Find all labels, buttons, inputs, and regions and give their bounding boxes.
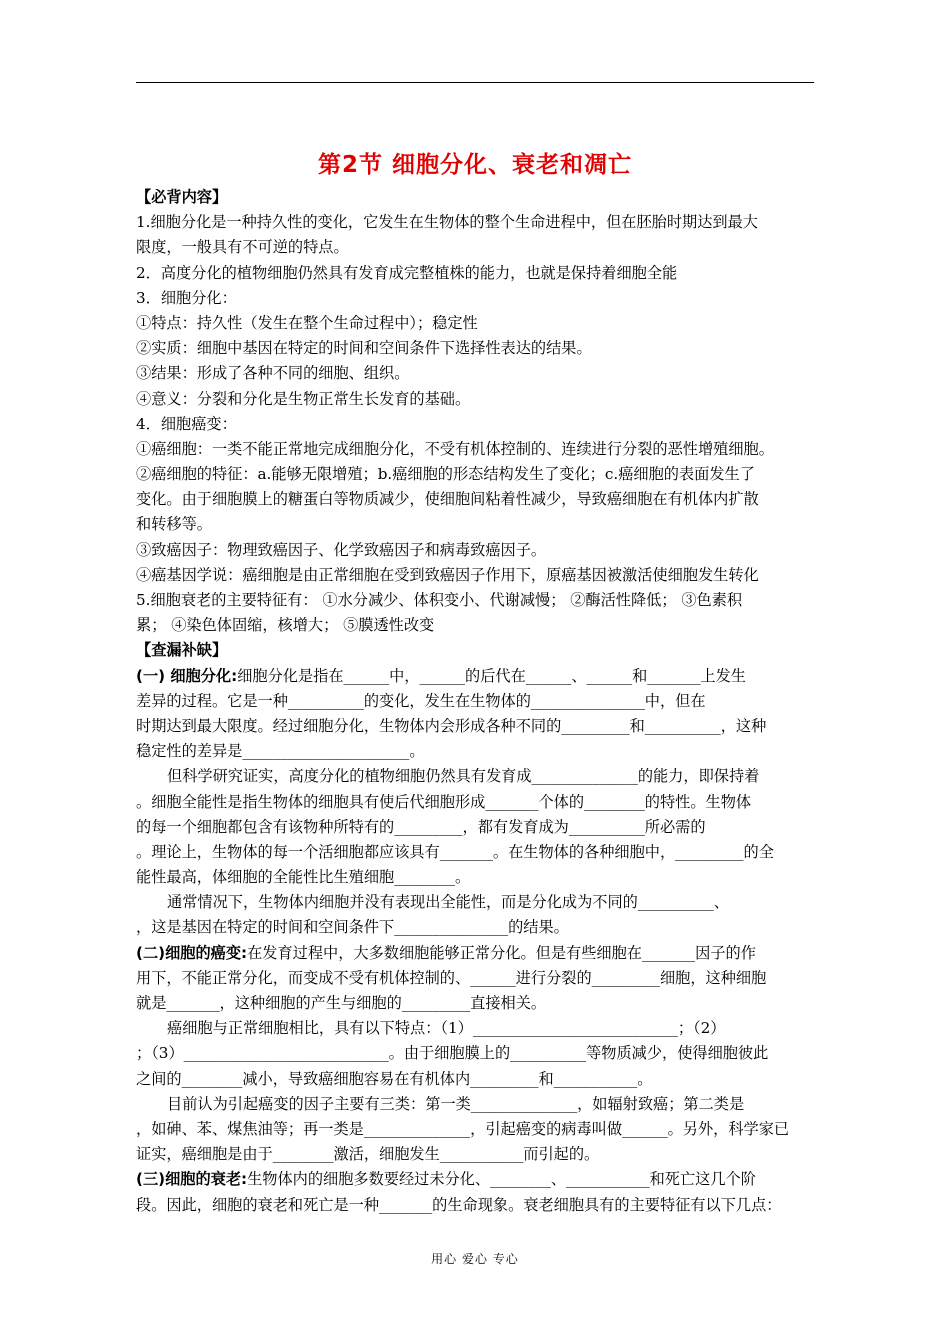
- fill-in-line: [136, 1117, 816, 1142]
- memorize-line: 累； ④染色体固缩，核增大； ⑤膜透性改变: [136, 616, 435, 635]
- fill-in-text: 差异的过程。它是一种__________的变化，发生在生物体的_______________中，但在: [136, 691, 706, 710]
- fill-in-text: 时期达到最大限度。经过细胞分化，生物体内会形成各种不同的_________和__________，这种: [136, 716, 767, 735]
- page-title: 第2节 细胞分化、衰老和凋亡: [317, 152, 632, 178]
- fill-in-text: 。理论上，生物体的每一个活细胞都应该具有_______。在生物体的各种细胞中，_________的全: [136, 842, 774, 861]
- must-memorize-list: [136, 210, 816, 638]
- fill-in-text: 段。因此，细胞的衰老和死亡是一种_______的生命现象。衰老细胞具有的主要特征有以下几点：: [136, 1195, 782, 1214]
- fill-in-line: [136, 941, 816, 966]
- memorize-line: ③结果：形成了各种不同的细胞、组织。: [136, 364, 410, 383]
- memorize-line: ①癌细胞：一类不能正常地完成细胞分化，不受有机体控制的、连续进行分裂的恶性增殖细胞。: [136, 439, 774, 458]
- fill-in-line: [136, 764, 816, 789]
- fill-in-text: 能性最高，体细胞的全能性比生殖细胞________。: [136, 868, 471, 887]
- section-heading-must-memorize: 【必背内容】: [136, 188, 228, 206]
- fill-in-line: [136, 1016, 816, 1041]
- fill-in-text: ，这是基因在特定的时间和空间条件下_______________的结果。: [136, 918, 569, 937]
- header-rule: [136, 82, 814, 83]
- memorize-line: 5.细胞衰老的主要特征有： ①水分减少、体积变小、代谢减慢； ②酶活性降低； ③色素积: [136, 591, 743, 609]
- fill-in-line: [136, 1041, 816, 1066]
- memorize-line: 限度，一般具有不可逆的特点。: [136, 238, 349, 257]
- memorize-line: 3．细胞分化：: [136, 288, 237, 307]
- memorize-line: 变化。由于细胞膜上的糖蛋白等物质减少，使细胞间粘着性减少，导致癌细胞在有机体内扩散: [136, 490, 759, 509]
- fill-in-line: [136, 689, 816, 714]
- fill-in-text: 目前认为引起癌变的因子主要有三类：第一类______________，如辐射致癌；第二类是: [167, 1094, 745, 1113]
- fill-in-line: [136, 991, 816, 1016]
- memorize-line: 1.细胞分化是一种持久性的变化，它发生在生物体的整个生命进程中，但在胚胎时期达到最大: [136, 213, 758, 232]
- fill-in-line: [136, 966, 816, 991]
- fill-in-line: [136, 739, 816, 764]
- fill-in-line: [136, 1142, 816, 1167]
- fill-in-text: ；（3）___________________________。由于细胞膜上的__________等物质减少，使得细胞彼此: [136, 1044, 769, 1063]
- memorize-line: ③致癌因子：物理致癌因子、化学致癌因子和病毒致癌因子。: [136, 540, 547, 559]
- fill-in-text: 癌细胞与正常细胞相比，具有以下特点：（1）___________________________；（2）: [167, 1019, 726, 1038]
- memorize-line: ②癌细胞的特征：a.能够无限增殖；b.癌细胞的形态结构发生了变化；c.癌细胞的表面发生了: [136, 465, 755, 484]
- fill-in-text: 稳定性的差异是______________________。: [136, 742, 425, 761]
- fill-in-line: [136, 664, 816, 689]
- fill-in-line: [136, 1193, 816, 1218]
- document-body: [136, 185, 816, 1218]
- fill-in-line: [136, 915, 816, 940]
- fill-in-text: 证实，癌细胞是由于________激活，细胞发生___________而引起的。: [136, 1145, 600, 1164]
- fill-in-text: 通常情况下，生物体内细胞并没有表现出全能性，而是分化成为不同的__________、: [167, 893, 729, 912]
- fill-in-text: 的每一个细胞都包含有该物种所特有的_________，都有发育成为__________所必需的: [136, 817, 706, 836]
- subsection-label: (一) 细胞分化:: [136, 666, 238, 685]
- memorize-line: ④意义：分裂和分化是生物正常生长发育的基础。: [136, 389, 471, 408]
- memorize-line: ②实质：细胞中基因在特定的时间和空间条件下选择性表达的结果。: [136, 339, 592, 358]
- memorize-line: 和转移等。: [136, 515, 212, 534]
- fill-in-text: 就是_______，这种细胞的产生与细胞的_________直接相关。: [136, 994, 547, 1012]
- fill-in-line: [136, 1167, 816, 1192]
- page-footer: 用心 爱心 专心: [431, 1252, 519, 1266]
- fill-in-text: 生物体内的细胞多数要经过未分化、________、___________和死亡这几个阶: [247, 1170, 756, 1189]
- fill-in-text: 细胞分化是指在______中，______的后代在______、______和_______上发生: [237, 666, 746, 685]
- fill-in-line: [136, 790, 816, 815]
- fill-in-line: [136, 840, 816, 865]
- fill-in-text: ，如砷、苯、煤焦油等；再一类是______________，引起癌变的病毒叫做______。另外，科学家已: [136, 1119, 790, 1138]
- fill-in-text: 在发育过程中，大多数细胞能够正常分化。但是有些细胞在_______因子的作: [247, 943, 756, 962]
- fill-in-line: [136, 865, 816, 890]
- fill-in-line: [136, 1092, 816, 1117]
- fill-in-text: 之间的________减小，导致癌细胞容易在有机体内_________和___________。: [136, 1069, 653, 1088]
- memorize-line: 2．高度分化的植物细胞仍然具有发育成完整植株的能力，也就是保持着细胞全能: [136, 263, 678, 282]
- fill-in-line: [136, 815, 816, 840]
- fill-in-line: [136, 714, 816, 739]
- subsection-label: (三)细胞的衰老:: [136, 1170, 248, 1189]
- fill-in-line: [136, 1067, 816, 1092]
- memorize-line: 4．细胞癌变：: [136, 414, 237, 433]
- fill-in-line: [136, 890, 816, 915]
- fill-in-text: 用下，不能正常分化，而变成不受有机体控制的、______进行分裂的_________细胞，这种细胞: [136, 968, 767, 987]
- subsection-label: (二)细胞的癌变:: [136, 943, 248, 962]
- fill-in-text: 但科学研究证实，高度分化的植物细胞仍然具有发育成______________的能力，即保持着: [167, 767, 760, 786]
- section-heading-fill-in: 【查漏补缺】: [136, 641, 228, 660]
- fill-in-list: [136, 664, 816, 1218]
- memorize-line: ④癌基因学说：癌细胞是由正常细胞在受到致癌因子作用下，原癌基因被激活使细胞发生转化: [136, 565, 759, 584]
- memorize-line: ①特点：持久性（发生在整个生命过程中）；稳定性: [136, 313, 478, 332]
- fill-in-text: 。细胞全能性是指生物体的细胞具有使后代细胞形成_______个体的________的特性。生物体: [136, 792, 752, 811]
